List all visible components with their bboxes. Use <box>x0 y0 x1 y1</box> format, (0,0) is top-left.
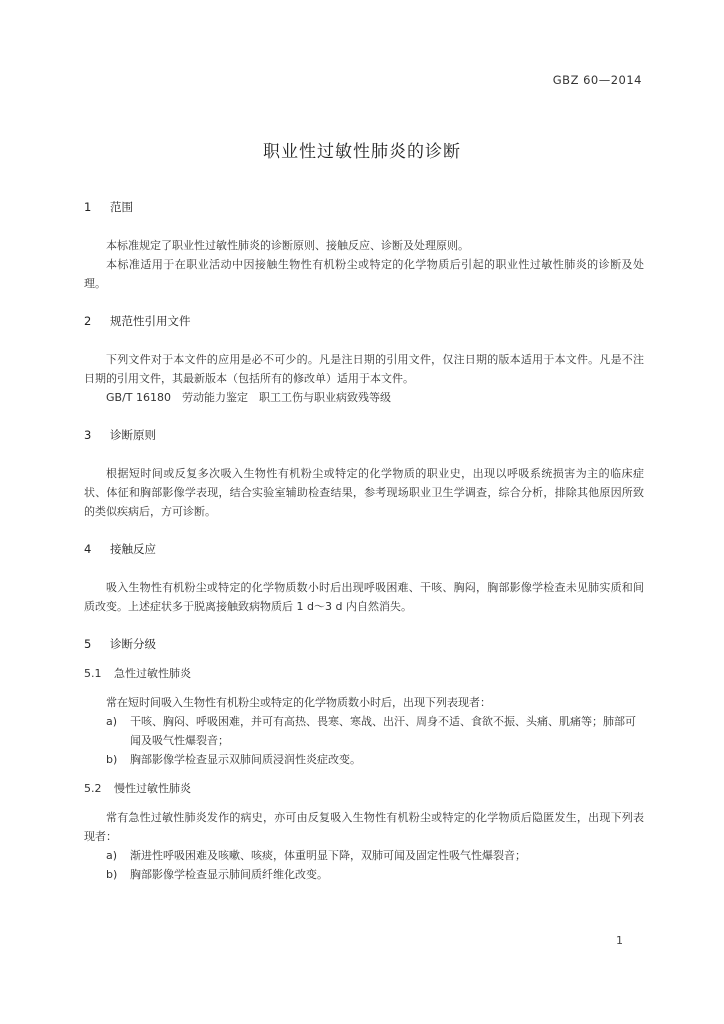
list-item <box>84 865 644 884</box>
paragraph: 本标准适用于在职业活动中因接触生物性有机粉尘或特定的化学物质后引起的职业性过敏性肺炎的诊断及处理。 <box>84 258 644 290</box>
list-marker: a) <box>106 715 118 728</box>
subsection-number: 5.1 <box>84 667 102 680</box>
list-marker: b) <box>106 868 118 881</box>
normative-reference: GB/T 16180 劳动能力鉴定 职工工伤与职业病致残等级 <box>106 391 391 404</box>
section-4-heading <box>84 540 644 559</box>
subsection-number: 5.2 <box>84 782 102 795</box>
section-number: 1 <box>84 200 92 214</box>
list-item <box>84 846 644 865</box>
subsection-5-1-heading <box>84 664 644 683</box>
section-title: 范围 <box>110 200 133 214</box>
list-item <box>84 750 644 769</box>
list-item <box>84 712 644 750</box>
section-number: 5 <box>84 637 92 651</box>
section-title: 诊断分级 <box>110 637 156 651</box>
document-body <box>84 198 644 884</box>
section-1-heading <box>84 198 644 217</box>
subsection-title: 急性过敏性肺炎 <box>114 667 191 680</box>
section-2-heading <box>84 312 644 331</box>
section-number: 2 <box>84 314 92 328</box>
paragraph: 吸入生物性有机粉尘或特定的化学物质数小时后出现呼吸困难、干咳、胸闷，胸部影像学检查未见肺实质和间质改变。上述症状多于脱离接触致病物质后 1 d～3 d 内自然消失。 <box>84 581 644 613</box>
section-5-heading <box>84 635 644 654</box>
list-text: 胸部影像学检查显示双肺间质浸润性炎症改变。 <box>130 753 361 766</box>
list-text: 渐进性呼吸困难及咳嗽、咳痰，体重明显下降，双肺可闻及固定性吸气性爆裂音； <box>130 849 526 862</box>
list-marker: a) <box>106 849 118 862</box>
standard-code: GBZ 60—2014 <box>552 73 642 87</box>
section-title: 规范性引用文件 <box>110 314 191 328</box>
list-text: 胸部影像学检查显示肺间质纤维化改变。 <box>130 868 328 881</box>
document-title: 职业性过敏性肺炎的诊断 <box>263 142 461 162</box>
subsection-title: 慢性过敏性肺炎 <box>114 782 191 795</box>
subsection-5-2-heading <box>84 779 644 798</box>
paragraph: 常有急性过敏性肺炎发作的病史，亦可由反复吸入生物性有机粉尘或特定的化学物质后隐匿发生，出现下列表现者： <box>84 811 644 843</box>
section-number: 4 <box>84 542 92 556</box>
list-text: 干咳、胸闷、呼吸困难，并可有高热、畏寒、寒战、出汗、周身不适、食欲不振、头痛、肌痛等；肺部可闻及吸气性爆裂音； <box>130 715 636 747</box>
section-title: 诊断原则 <box>110 428 156 442</box>
paragraph: 根据短时间或反复多次吸入生物性有机粉尘或特定的化学物质的职业史，出现以呼吸系统损害为主的临床症状、体征和胸部影像学表现，结合实验室辅助检查结果，参考现场职业卫生学调查，综合分析，排除其他原因所致的类似疾病后，方可诊断。 <box>84 467 644 518</box>
paragraph: 常在短时间吸入生物性有机粉尘或特定的化学物质数小时后，出现下列表现者： <box>106 696 491 709</box>
section-3-heading <box>84 426 644 445</box>
list-marker: b) <box>106 753 118 766</box>
paragraph: 下列文件对于本文件的应用是必不可少的。凡是注日期的引用文件，仅注日期的版本适用于本文件。凡是不注日期的引用文件，其最新版本（包括所有的修改单）适用于本文件。 <box>84 353 644 385</box>
paragraph: 本标准规定了职业性过敏性肺炎的诊断原则、接触反应、诊断及处理原则。 <box>106 239 469 252</box>
section-number: 3 <box>84 428 92 442</box>
page-number: 1 <box>616 934 623 947</box>
section-title: 接触反应 <box>110 542 156 556</box>
